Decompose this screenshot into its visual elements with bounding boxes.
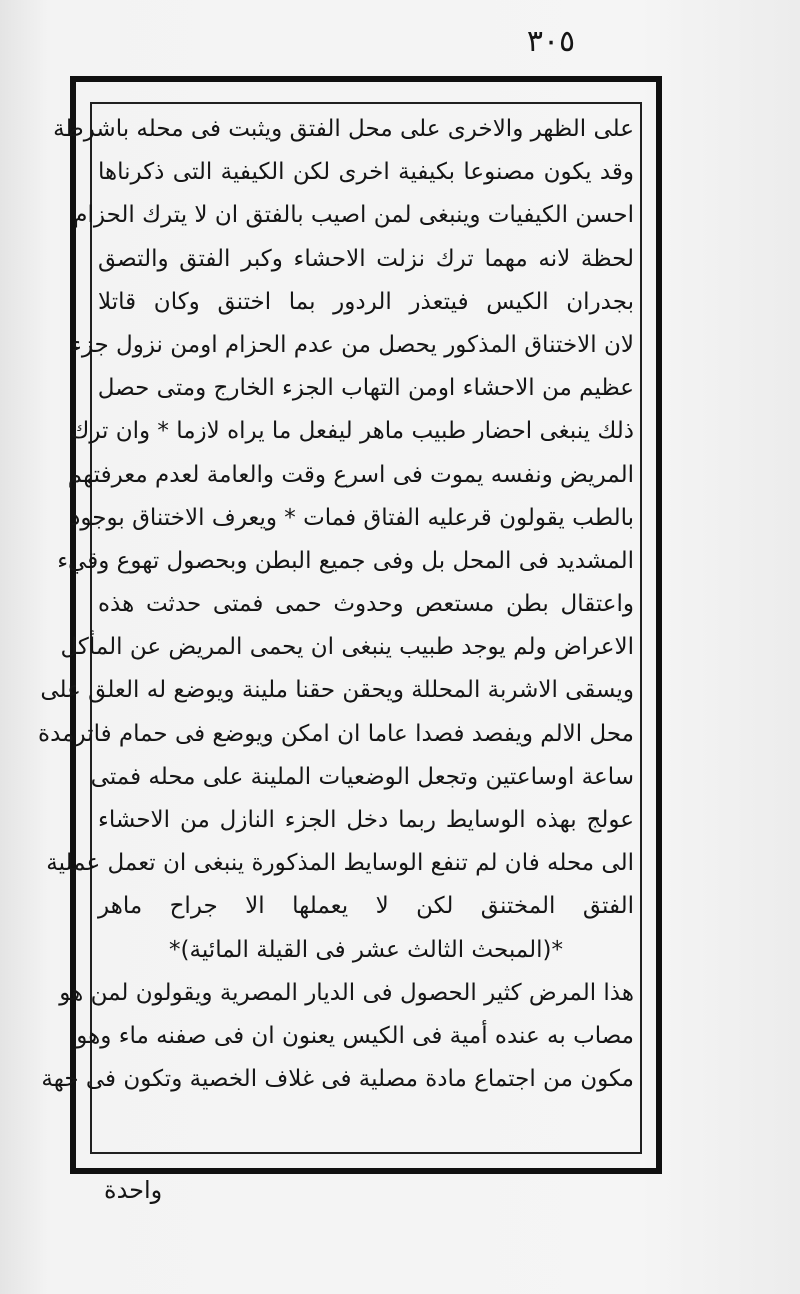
text-line: وقد يكون مصنوعا بكيفية اخرى لكن الكيفية التى ذكرناها (98, 159, 634, 186)
text-line: المريض ونفسه يموت فى اسرع وقت والعامة لعدم معرفتهم (67, 461, 634, 488)
text-line: محل الالم ويفصد فصدا عاما ان امكن ويوضع فى حمام فاترمدة (38, 720, 634, 747)
page-number: ٣٠٥ (526, 24, 576, 59)
text-line: المشديد فى المحل بل وفى جميع البطن وبحصول تهوع وقيء (57, 547, 634, 574)
text-line: مكون من اجتماع مادة مصلية فى غلاف الخصية وتكون فى جهة (41, 1066, 634, 1093)
text-line: عظيم من الاحشاء اومن التهاب الجزء الخارج ومتى حصل (97, 375, 634, 402)
text-line: لحظة لانه مهما ترك نزلت الاحشاء وكبر الفتق والتصق (98, 245, 634, 272)
text-line: مصاب به عنده أمية فى الكيس يعنون ان فى صفنه ماء وهو (76, 1022, 634, 1049)
text-line: لان الاختناق المذكور يحصل من عدم الحزام اومن نزول جزء (71, 331, 634, 358)
text-line: الفتق المختنق لكن لا يعملها الا جراح ماهر (98, 893, 634, 920)
text-line: هذا المرض كثير الحصول فى الديار المصرية ويقولون لمن هو (59, 979, 634, 1006)
text-line: الاعراض ولم يوجد طبيب ينبغى ان يحمى المريض عن المأكل (60, 634, 634, 661)
text-line: ساعة اوساعتين وتجعل الوضعيات الملينة على محله فمتى (90, 763, 634, 790)
text-line: عولج بهذه الوسايط ربما دخل الجزء النازل من الاحشاء (98, 807, 634, 833)
text-line: احسن الكيفيات وينبغى لمن اصيب بالفتق ان لا يترك الحزام (73, 202, 634, 229)
catchword: واحدة (104, 1176, 163, 1204)
text-line: على الظهر والاخرى على محل الفتق ويثبت فى محله باشرطة (53, 116, 634, 142)
text-line: بجدران الكيس فيتعذر الردور بما اختنق وكان قاتلا (98, 288, 634, 315)
text-line: بالطب يقولون قرعليه الفتاق فمات * ويعرف الاختناق بوجود (70, 504, 634, 531)
body-text (38, 108, 634, 1148)
section-heading: *(المبحث الثالث عشر فى القيلة المائية)* (169, 936, 563, 963)
text-line: الى محله فان لم تنفع الوسايط المذكورة ينبغى ان تعمل عملية (46, 850, 634, 877)
text-line: ويسقى الاشربة المحللة ويحقن حقنا ملينة ويوضع له العلق على (40, 677, 634, 704)
text-line: ذلك ينبغى احضار طبيب ماهر ليفعل ما يراه لازما * وان ترك (70, 418, 634, 445)
text-line: واعتقال بطن مستعص وحدوث حمى فمتى حدثت هذه (98, 591, 634, 618)
